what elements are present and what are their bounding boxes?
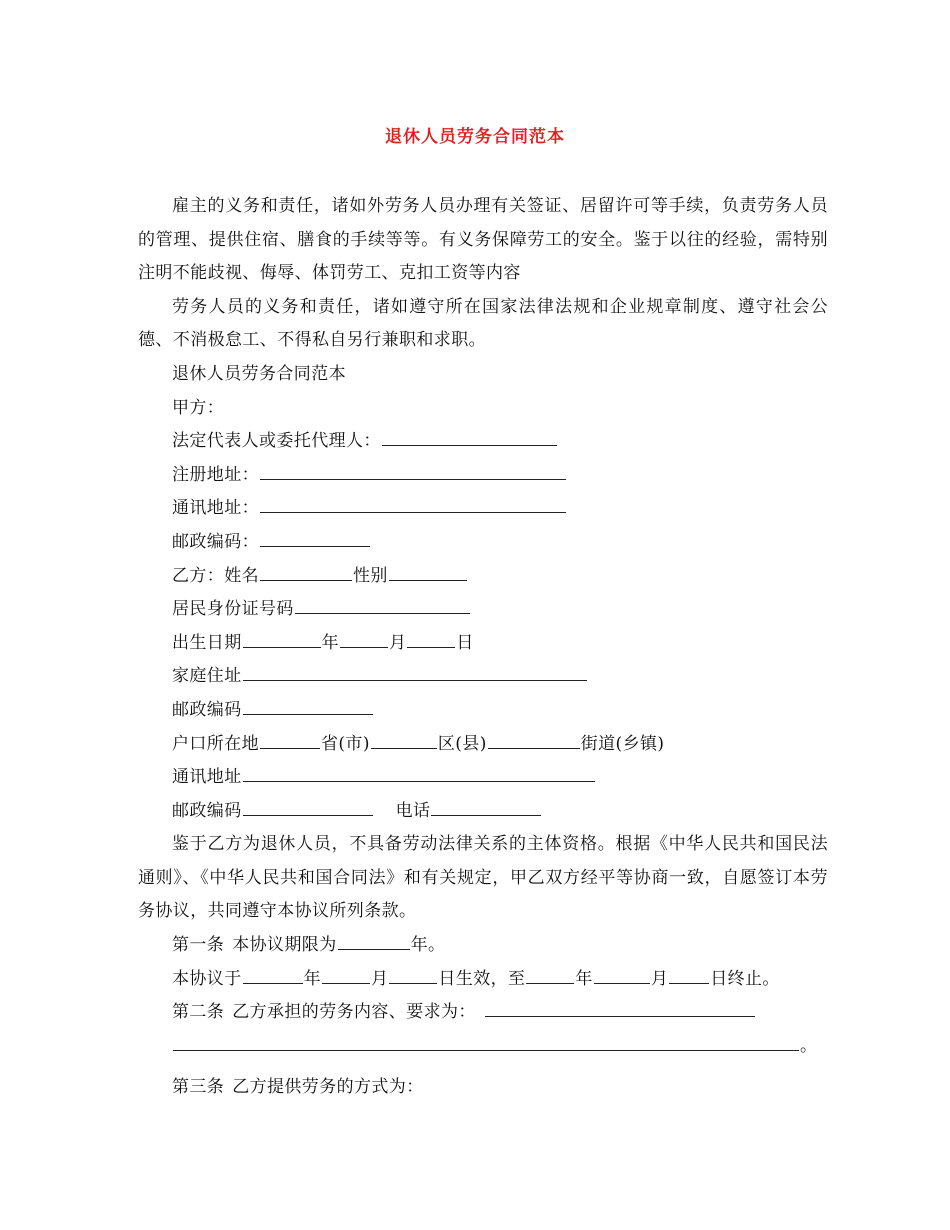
whereas-paragraph: 鉴于乙方为退休人员，不具备劳动法律关系的主体资格。根据《中华人民共和国民法通则》、《中华人民共和国合同法》和有关规定，甲乙双方经平等协商一致，自愿签订本劳务协议，共同遵守本协议所列条款。 — [138, 834, 828, 922]
article-1-text: 本协议期限为 — [232, 935, 337, 956]
party-b-postcode-blank[interactable] — [243, 698, 373, 715]
birth-date-row: 出生日期 年 月 日 — [172, 632, 474, 653]
birth-date-label: 出生日期 — [172, 632, 242, 653]
start-year-blank[interactable] — [243, 967, 303, 984]
party-a-postcode-row — [138, 526, 828, 560]
start-day-blank[interactable] — [389, 967, 437, 984]
article-1-prefix: 第一条 — [172, 935, 225, 956]
start-month-blank[interactable] — [322, 967, 370, 984]
party-b-postcode-label: 邮政编码 — [172, 699, 242, 720]
party-b-comm-address-blank[interactable] — [243, 765, 595, 782]
end-day-blank[interactable] — [669, 967, 709, 984]
term-years-blank[interactable] — [338, 933, 410, 950]
id-number-blank[interactable] — [295, 597, 470, 614]
service-content-blank-2[interactable] — [173, 1034, 799, 1051]
hukou-row: 户口所在地 省(市) 区(县) 街道(乡镇) — [172, 733, 665, 754]
article-2-continuation-row: 。 — [138, 1030, 828, 1064]
party-b-postcode2-blank[interactable] — [243, 799, 373, 816]
id-number-row — [138, 593, 828, 627]
home-address-blank[interactable] — [243, 664, 587, 681]
article-3-row — [138, 1071, 828, 1105]
party-a-reg-address-row — [138, 459, 828, 493]
article-1-row: 第一条 本协议期限为 年。 — [172, 935, 446, 956]
effective-period-row: 本协议于 年 月 日生效，至 年 月 日终止。 — [172, 968, 780, 989]
birth-month-blank[interactable] — [340, 631, 388, 648]
district-blank[interactable] — [371, 732, 437, 749]
phone-label: 电话 — [395, 800, 431, 821]
worker-duties-paragraph: 劳务人员的义务和责任，诸如遵守所在国家法律法规和企业规章制度、遵守社会公德、不消极怠工、不得私自另行兼职和求职。 — [138, 296, 828, 351]
party-b-comm-address-row — [138, 761, 828, 795]
comm-address-blank[interactable] — [260, 496, 566, 513]
postcode-blank[interactable] — [260, 530, 370, 547]
document-body — [138, 190, 828, 1105]
party-b-name-blank[interactable] — [260, 564, 352, 581]
party-a-label: 甲方： — [172, 397, 225, 418]
end-year-blank[interactable] — [526, 967, 574, 984]
representative-blank[interactable] — [382, 429, 557, 446]
contract-heading: 退休人员劳务合同范本 — [172, 363, 346, 384]
birth-day-blank[interactable] — [407, 631, 455, 648]
party-b-comm-address-label: 通讯地址 — [172, 767, 242, 788]
article-3-text: 乙方提供劳务的方式为： — [232, 1077, 424, 1098]
representative-label: 法定代表人或委托代理人： — [172, 431, 381, 452]
gender-label: 性别 — [353, 565, 388, 586]
postcode-phone-row — [138, 795, 828, 829]
article-2-text: 乙方承担的劳务内容、要求为： — [232, 1002, 476, 1023]
article-3-prefix: 第三条 — [172, 1077, 225, 1098]
party-a-representative-row — [138, 425, 828, 459]
party-b-name-label: 乙方：姓名 — [172, 565, 259, 586]
id-number-label: 居民身份证号码 — [172, 599, 294, 620]
gender-blank[interactable] — [389, 564, 467, 581]
reg-address-label: 注册地址： — [172, 464, 259, 485]
party-a-comm-address-row — [138, 492, 828, 526]
birth-year-blank[interactable] — [243, 631, 321, 648]
phone-blank[interactable] — [431, 799, 541, 816]
article-2-prefix: 第二条 — [172, 1002, 225, 1023]
reg-address-blank[interactable] — [260, 463, 566, 480]
end-month-blank[interactable] — [594, 967, 650, 984]
home-address-row — [138, 660, 828, 694]
street-blank[interactable] — [488, 732, 580, 749]
employer-duties-paragraph: 雇主的义务和责任，诸如外劳务人员办理有关签证、居留许可等手续，负责劳务人员的管理、提供住宿、膳食的手续等等。有义务保障劳工的安全。鉴于以往的经验，需特别注明不能歧视、侮辱、体罚劳工、克扣工资等内容 — [138, 196, 828, 284]
party-b-postcode2-label: 邮政编码 — [172, 800, 242, 821]
party-b-postcode-row — [138, 694, 828, 728]
page-title: 退休人员劳务合同范本 — [385, 127, 565, 147]
comm-address-label: 通讯地址： — [172, 498, 259, 519]
province-blank[interactable] — [260, 732, 320, 749]
effective-text: 本协议于 — [172, 968, 242, 989]
party-b-name-row — [138, 560, 828, 594]
service-content-blank[interactable] — [485, 1000, 755, 1017]
article-2-row — [138, 996, 828, 1030]
home-address-label: 家庭住址 — [172, 666, 242, 687]
postcode-label: 邮政编码： — [172, 531, 259, 552]
hukou-label: 户口所在地 — [172, 733, 259, 754]
